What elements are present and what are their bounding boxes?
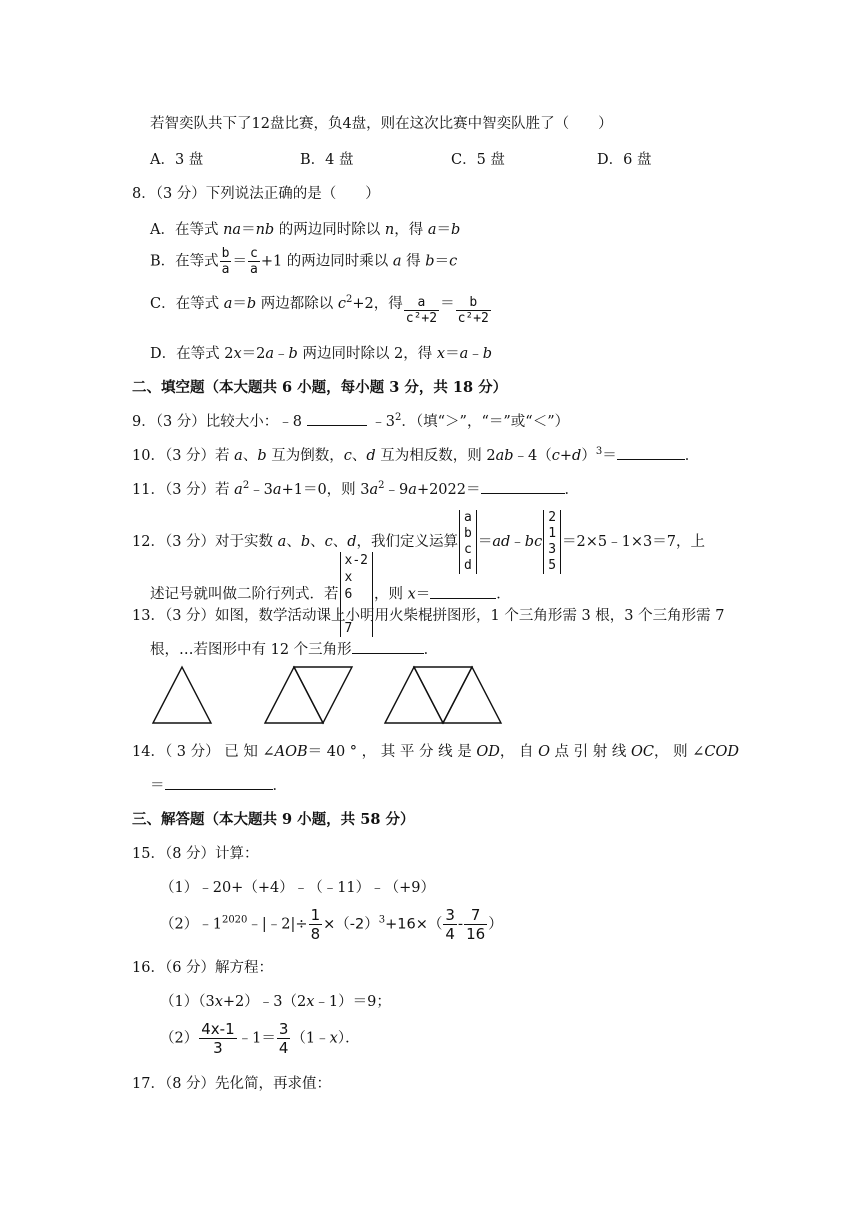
answer-blank xyxy=(430,584,496,599)
answer-blank xyxy=(307,411,367,426)
determinant-2135: 2 1 3 5 xyxy=(543,510,561,574)
answer-blank xyxy=(617,445,685,460)
q12-line1: 12．（3 分）对于实数 a、b、c、d，我们定义运算 a b c d ＝ad﹣bc 2 1 3 5 ＝2×5﹣1×3＝7，上 xyxy=(132,510,705,573)
q7-option-a: A．3 盘 xyxy=(150,152,204,168)
answer-blank xyxy=(352,639,424,654)
fraction: $\frac{3}{4}$ xyxy=(445,906,455,943)
q16-title: 16．（6 分）解方程： xyxy=(132,960,274,976)
fraction: $\frac{b}{\text{c²+2}}$ xyxy=(457,295,489,326)
q16-part2: （2） $\frac{4x-1}{3}$ ﹣1＝ $\frac{3}{4}$ （1﹣x）． xyxy=(160,1020,360,1057)
triangle-figure-1 xyxy=(153,667,211,723)
q8-stem: 8．（3 分）下列说法正确的是（ ） xyxy=(132,186,380,202)
q8-option-a: A．在等式 na＝nb 的两边同时除以 n，得 a＝b xyxy=(150,222,461,238)
section-heading-answers: 三、解答题（本大题共 9 小题，共 58 分） xyxy=(132,811,415,828)
fraction: $\frac{1}{8}$ xyxy=(310,906,321,943)
q13-line1: 13．（3 分）如图，数学活动课上小明用火柴棍拼图形，1 个三角形需 3 根，3 个三角形需 7 xyxy=(132,608,725,624)
fraction: $\frac{a}{\text{c²+2}}$ xyxy=(405,295,438,326)
fraction: $\frac{7}{16}$ xyxy=(466,906,486,943)
q10: 10．（3 分）若 a、b 互为倒数，c、d 互为相反数，则 $2ab﹣4(c+d)^3=$ ． xyxy=(132,446,700,464)
triangle-figure-2 xyxy=(265,667,352,723)
determinant-x: x-2 x 6 7 xyxy=(340,552,373,637)
q14-line2: ＝ ． xyxy=(150,774,287,795)
q9: 9．（3 分）比较大小：﹣8 $﹣3^2$．（填“＞”，“＝”或“＜”） xyxy=(132,412,570,430)
q15-part2: $(2)﹣1^{2020}﹣|﹣2|\div$ $\frac{1}{8}$ $\times(-2)^3+16\times$（ $\frac{3}{4}$ - $\frac{7}{16}$ ） xyxy=(160,906,503,943)
q11: 11．（3 分）若 $a^2﹣3a+1=0$，则 $3a^2﹣9a+2022=$ ． xyxy=(132,480,579,498)
q8-option-b: B．在等式 $\frac{b}{a}$ ＝ $\frac{c}{a}$ +1 的两边同时乘以 a 得 b＝c xyxy=(150,246,458,277)
q12-line2: 述记号就叫做二阶行列式．若 x-2 x 6 7 ，则 x＝ ． xyxy=(150,553,511,636)
q15-part1: （1）﹣20+（+4）﹣（﹣11）﹣（+9） xyxy=(160,880,436,896)
matchstick-triangles-figure xyxy=(148,664,518,726)
answer-blank xyxy=(481,479,565,494)
fraction: $\frac{c}{a}$ xyxy=(249,246,258,277)
fraction: $\frac{4x-1}{3}$ xyxy=(201,1020,235,1057)
q7-option-c: C．5 盘 xyxy=(451,152,505,168)
q8-option-c: C．在等式 a＝b 两边都除以 $c^2+2$，得 $\frac{a}{\text{c²+2}}$ ＝ $\frac{b}{\text{c²+2}}$ xyxy=(150,294,489,326)
q16-part1: （1）（3x+2）﹣3（2x﹣1）＝9； xyxy=(160,994,391,1010)
q17-title: 17．（8 分）先化简，再求值： xyxy=(132,1076,332,1092)
q7-option-d: D．6 盘 xyxy=(597,152,652,168)
triangle-figure-3 xyxy=(385,667,501,723)
q7-stem: 若智奕队共下了12盘比赛，负4盘，则在这次比赛中智奕队胜了（ ） xyxy=(150,116,613,132)
q7-option-b: B．4 盘 xyxy=(300,152,354,168)
q8-option-d: D．在等式 2x＝2a﹣b 两边同时除以 2，得 x＝a﹣b xyxy=(150,346,493,362)
answer-blank xyxy=(165,775,273,790)
q15-title: 15．（8 分）计算： xyxy=(132,846,259,862)
fraction: $\frac{3}{4}$ xyxy=(278,1020,289,1057)
fraction: $\frac{b}{a}$ xyxy=(221,246,230,277)
section-heading-fill-in: 二、填空题（本大题共 6 小题，每小题 3 分，共 18 分） xyxy=(132,379,508,396)
determinant-abcd: a b c d xyxy=(459,510,477,574)
q13-line2: 根，…若图形中有 12 个三角形 ． xyxy=(150,638,438,659)
q14-line1: 14．（ 3 分） 已 知 ∠AOB＝ 40 ° ， 其 平 分 线 是 OD， 自 O 点 引 射 线 OC， 则 ∠COD xyxy=(132,744,739,760)
